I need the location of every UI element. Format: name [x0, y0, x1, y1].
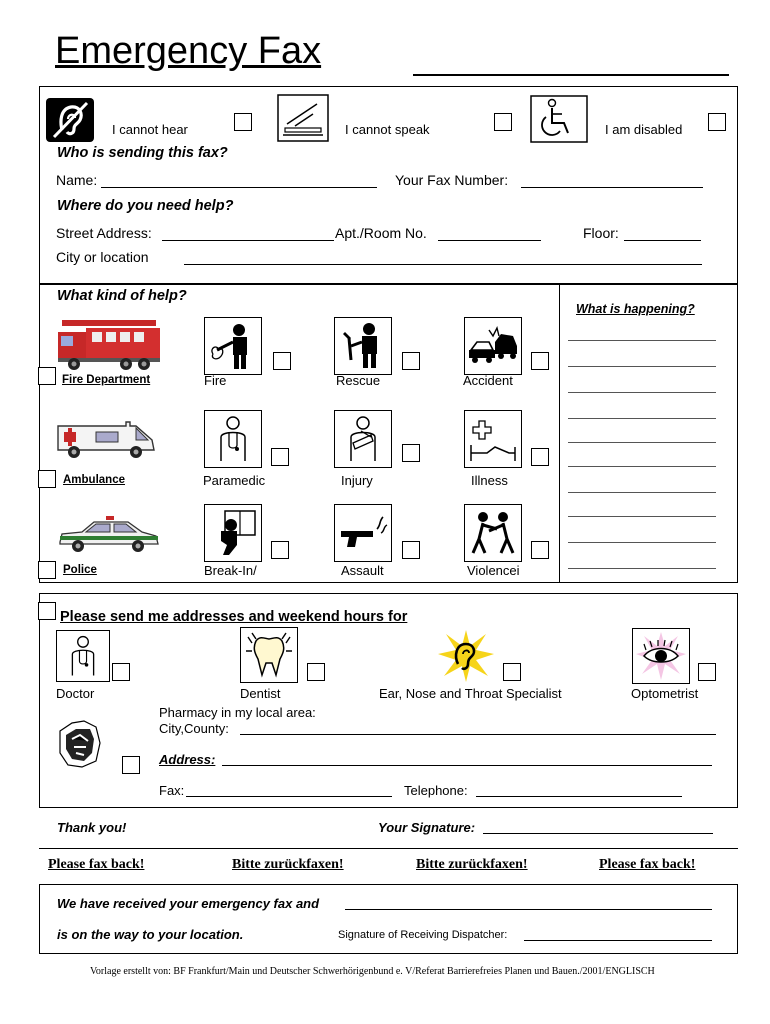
paramedic-label: Paramedic — [203, 473, 266, 488]
name-label: Name: — [56, 172, 98, 188]
fire-label: Fire — [204, 373, 227, 388]
ambulance-icon — [56, 414, 156, 462]
assault-checkbox[interactable] — [402, 541, 420, 559]
pharmacy-checkbox[interactable] — [122, 756, 140, 774]
car-accident-icon — [464, 317, 522, 375]
violence-checkbox[interactable] — [531, 541, 549, 559]
hospital-bed-icon — [464, 410, 522, 468]
firefighter-icon — [204, 317, 262, 375]
apt-field[interactable] — [438, 240, 541, 241]
sender-heading: Who is sending this fax? — [57, 145, 228, 161]
violence-icon — [464, 504, 522, 562]
violence-label: Violencei — [467, 563, 520, 578]
fax-back-en-2: Please fax back! — [599, 857, 696, 872]
gun-icon — [334, 504, 392, 562]
dispatcher-section — [39, 884, 738, 954]
break-in-icon — [204, 504, 262, 562]
doctor-icon — [56, 630, 110, 682]
disabled-label: I am disabled — [605, 122, 683, 137]
closing-divider — [39, 848, 738, 849]
eye-icon — [632, 628, 690, 684]
fire-checkbox[interactable] — [273, 352, 291, 370]
happening-heading: What is happening? — [576, 302, 695, 316]
city-county-label: City,County: — [159, 721, 229, 736]
assault-label: Assault — [341, 563, 384, 578]
illness-checkbox[interactable] — [531, 448, 549, 466]
street-address-label: Street Address: — [56, 225, 152, 241]
ambulance-label: Ambulance — [63, 474, 125, 486]
deaf-ear-icon — [45, 97, 95, 143]
injury-icon — [334, 410, 392, 468]
floor-label: Floor: — [583, 225, 619, 241]
fax-back-de-2: Bitte zurückfaxen! — [416, 857, 528, 872]
injury-label: Injury — [341, 473, 373, 488]
accident-label: Accident — [463, 373, 513, 388]
telephone-label: Telephone: — [404, 783, 468, 798]
thank-you-text: Thank you! — [57, 820, 127, 835]
footer-credit: Vorlage erstellt von: BF Frankfurt/Main und Deutscher Schwerhörigenbund e. V/Referat Barrierefreies Planen und Bauen./2001/ENGLISCH — [90, 966, 655, 977]
telephone-field[interactable] — [476, 796, 682, 797]
street-address-field[interactable] — [162, 240, 334, 241]
fire-truck-icon — [56, 318, 164, 372]
cannot-hear-label: I cannot hear — [112, 122, 188, 137]
floor-field[interactable] — [624, 240, 701, 241]
address-field[interactable] — [222, 765, 712, 766]
rescue-label: Rescue — [336, 373, 381, 388]
injury-checkbox[interactable] — [402, 444, 420, 462]
fax-number-label: Your Fax Number: — [395, 172, 509, 188]
rescue-icon — [334, 317, 392, 375]
rescue-checkbox[interactable] — [402, 352, 420, 370]
optometrist-label: Optometrist — [631, 686, 699, 701]
police-car-icon — [56, 512, 160, 560]
received-field[interactable] — [345, 909, 712, 910]
police-label: Police — [63, 564, 97, 576]
happening-lines[interactable] — [568, 320, 718, 580]
fax-back-en-1: Please fax back! — [48, 857, 145, 872]
accident-checkbox[interactable] — [531, 352, 549, 370]
paramedic-checkbox[interactable] — [271, 448, 289, 466]
wheelchair-icon — [530, 95, 588, 143]
received-text-2: is on the way to your location. — [57, 927, 244, 942]
fax-back-de-1: Bitte zurückfaxen! — [232, 857, 344, 872]
name-field[interactable] — [101, 187, 377, 188]
break-in-label: Break-In/ — [204, 563, 257, 578]
city-label: City or location — [56, 249, 149, 265]
dispatcher-signature-field[interactable] — [524, 940, 712, 941]
disabled-checkbox[interactable] — [708, 113, 726, 131]
signature-field[interactable] — [483, 833, 713, 834]
ear-icon — [436, 628, 496, 684]
received-text-1: We have received your emergency fax and — [57, 896, 320, 911]
addresses-checkbox[interactable] — [38, 602, 56, 620]
city-field[interactable] — [184, 264, 702, 265]
ent-checkbox[interactable] — [503, 663, 521, 681]
tooth-icon — [240, 627, 298, 683]
address-label: Address: — [159, 752, 216, 767]
optometrist-checkbox[interactable] — [698, 663, 716, 681]
break-in-checkbox[interactable] — [271, 541, 289, 559]
police-checkbox[interactable] — [38, 561, 56, 579]
dispatcher-signature-label: Signature of Receiving Dispatcher: — [338, 929, 508, 941]
illness-label: Illness — [471, 473, 508, 488]
ent-label: Ear, Nose and Throat Specialist — [379, 686, 562, 701]
cannot-speak-label: I cannot speak — [345, 122, 430, 137]
city-county-field[interactable] — [240, 734, 716, 735]
location-heading: Where do you need help? — [57, 198, 234, 214]
fax-field[interactable] — [186, 796, 392, 797]
dentist-label: Dentist — [240, 686, 281, 701]
pharmacy-icon — [56, 717, 104, 771]
dentist-checkbox[interactable] — [307, 663, 325, 681]
fax-number-field[interactable] — [521, 187, 703, 188]
pharmacy-label: Pharmacy in my local area: — [159, 705, 316, 720]
cannot-speak-checkbox[interactable] — [494, 113, 512, 131]
fire-department-label: Fire Department — [62, 374, 151, 386]
paramedic-icon — [204, 410, 262, 468]
title-underline — [413, 74, 729, 76]
cannot-speak-icon — [277, 94, 329, 142]
ambulance-checkbox[interactable] — [38, 470, 56, 488]
addresses-heading: Please send me addresses and weekend hours for — [60, 609, 408, 625]
signature-label: Your Signature: — [378, 820, 476, 835]
doctor-checkbox[interactable] — [112, 663, 130, 681]
happening-divider — [559, 285, 560, 583]
fax-label: Fax: — [159, 783, 185, 798]
cannot-hear-checkbox[interactable] — [234, 113, 252, 131]
apt-label: Apt./Room No. — [335, 225, 427, 241]
fire-department-checkbox[interactable] — [38, 367, 56, 385]
help-heading: What kind of help? — [57, 288, 187, 304]
page-title: Emergency Fax — [55, 30, 322, 72]
doctor-label: Doctor — [56, 686, 95, 701]
